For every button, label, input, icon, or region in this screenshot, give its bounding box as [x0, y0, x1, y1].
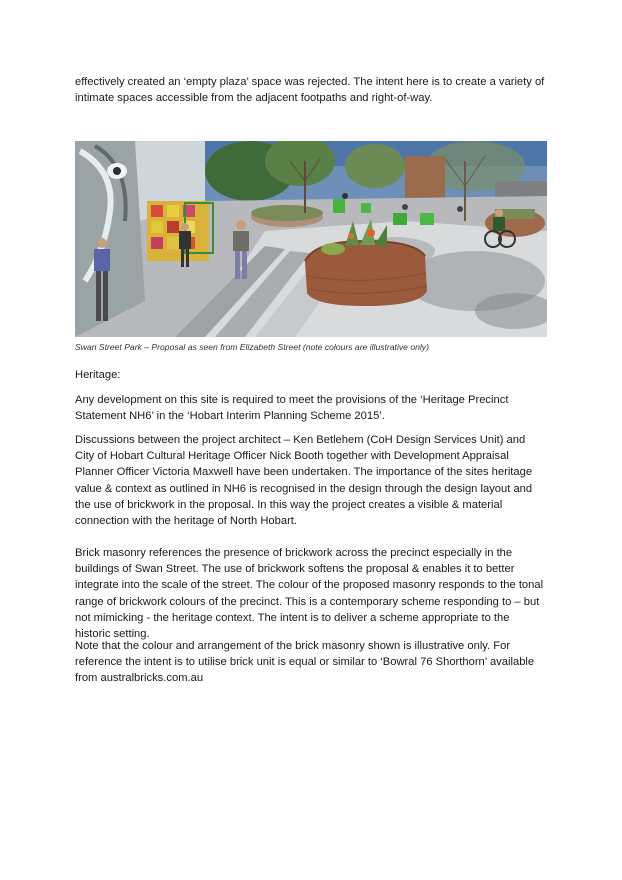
figure-caption: Swan Street Park – Proposal as seen from Elizabeth Street (note colours are illustrative only): [75, 342, 429, 352]
paragraph-brick-masonry: Brick masonry references the presence of brickwork across the precinct especially in the buildings of Swan Street. The use of brickwork softens the proposal & enables it to better integrate into the scale of the street. The colour of the proposed masonry responds to the tonal range of brickwork colours of the precinct. This is a contemporary scheme responding to – but not mimicking - the heritage context. The intent is to deliver a scheme appropriate to the historic setting.: [75, 547, 544, 641]
intro-paragraph: effectively created an ‘empty plaza’ space was rejected. The intent here is to create a variety of intimate spaces accessible from the adjacent footpaths and right-of-way.: [75, 76, 545, 105]
section-heading: Heritage:: [75, 369, 121, 381]
paragraph-discussions: Discussions between the project architect – Ken Betlehem (CoH Design Services Unit) and City of Hobart Cultural Heritage Officer Nick Booth together with Development Appraisal Planner Officer Victoria Maxwell have been undertaken. The importance of the sites heritage value & context as outlined in NH6 is recognised in the design through the design layout and the use of brickwork in the proposal. In this way the project creates a visible & material connection with the heritage of North Hobart.: [75, 434, 533, 528]
park-proposal-rendering: [75, 141, 547, 337]
paragraph-brick-note: Note that the colour and arrangement of the brick masonry shown is illustrative only. For reference the intent is to utilise brick unit is equal or similar to ‘Bowral 76 Shorthorn’ available from australbricks.com.au: [75, 640, 535, 685]
paragraph-heritage-provisions: Any development on this site is required to meet the provisions of the ‘Heritage Precinct Statement NH6’ in the ‘Hobart Interim Planning Scheme 2015’.: [75, 394, 509, 423]
